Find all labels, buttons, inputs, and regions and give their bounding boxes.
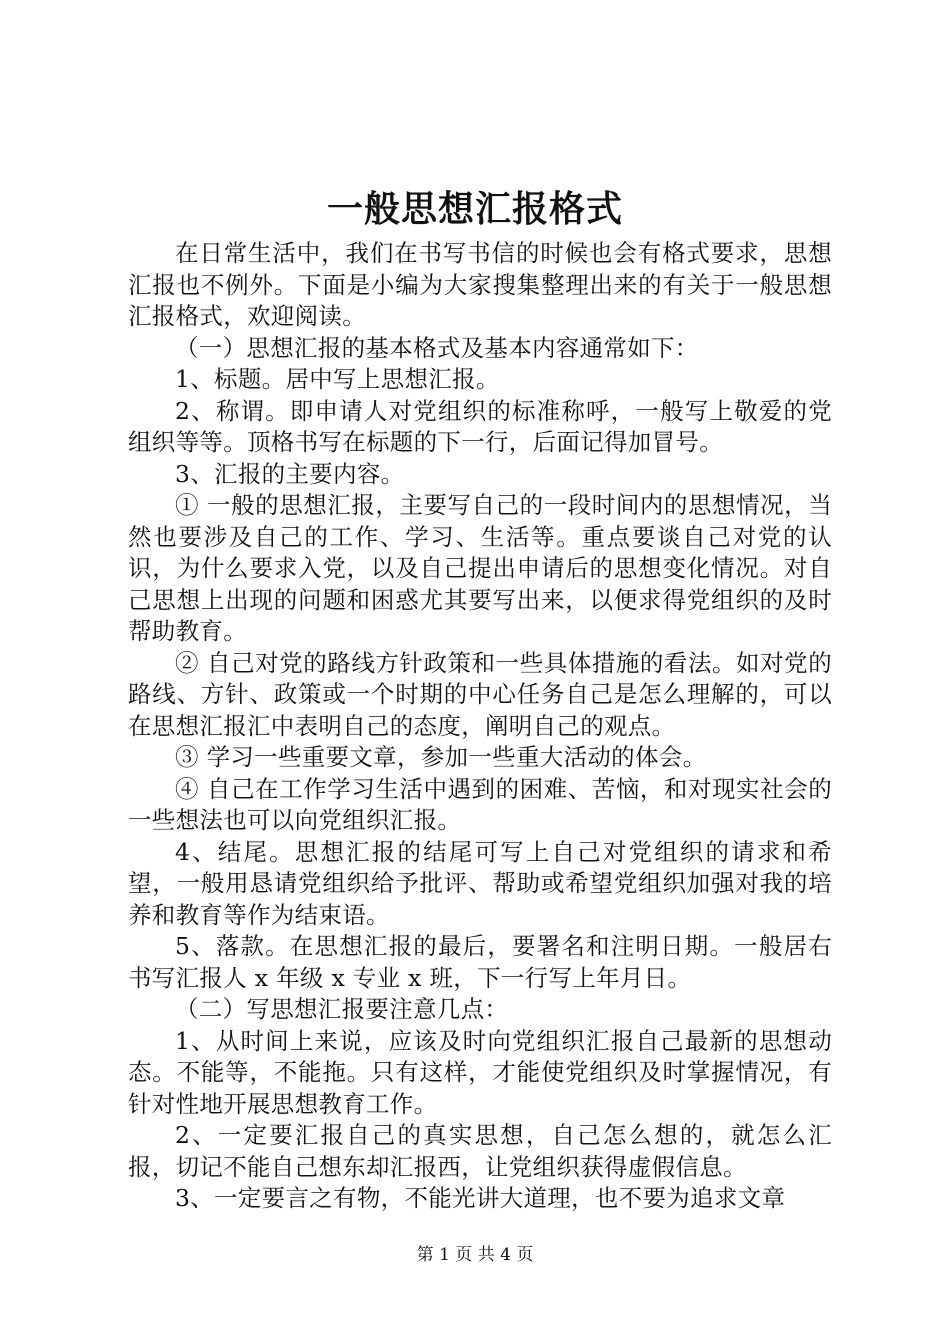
paragraph-item-3: ③ 学习一些重要文章，参加一些重大活动的体会。: [175, 743, 707, 771]
document-body: [128, 238, 832, 1215]
section-heading-basic-format: （一）思想汇报的基本格式及基本内容通常如下：: [175, 333, 699, 362]
paragraph-signature: 5、落款。在思想汇报的最后，要署名和注明日期。一般居右书写汇报人 x 年级 x 专业 x 班，下一行写上年月日。: [128, 932, 832, 992]
paragraph-item-2: ② 自己对党的路线方针政策和一些具体措施的看法。如对党的路线、方针、政策或一个时期的中心任务自己是怎么理解的，可以在思想汇报汇中表明自己的态度，阐明自己的观点。: [128, 648, 832, 740]
page-number-footer: 第 1 页 共 4 页: [416, 1245, 534, 1265]
paragraph-salutation: 2、称谓。即申请人对党组织的标准称呼，一般写上敬爱的党组织等等。顶格书写在标题的下一行，后面记得加冒号。: [128, 396, 832, 456]
paragraph-note-2: 2、一定要汇报自己的真实思想，自己怎么想的，就怎么汇报，切记不能自己想东却汇报西，让党组织获得虚假信息。: [128, 1121, 832, 1181]
paragraph-note-1: 1、从时间上来说，应该及时向党组织汇报自己最新的思想动态。不能等，不能拖。只有这样，才能使党组织及时掌握情况，有针对性地开展思想教育工作。: [128, 1026, 832, 1118]
paragraph-title: 1、标题。居中写上思想汇报。: [175, 365, 500, 393]
paragraph-intro: 在日常生活中，我们在书写书信的时候也会有格式要求，思想汇报也不例外。下面是小编为大家搜集整理出来的有关于一般思想汇报格式，欢迎阅读。: [128, 239, 832, 330]
paragraph-main-content: 3、汇报的主要内容。: [175, 459, 405, 488]
section-heading-notes: （二）写思想汇报要注意几点：: [175, 995, 509, 1023]
paragraph-ending: 4、结尾。思想汇报的结尾可写上自己对党组织的请求和希望，一般用恳请党组织给予批评、帮助或希望党组织加强对我的培养和教育等作为结束语。: [128, 837, 832, 929]
paragraph-note-3: 3、一定要言之有物，不能光讲大道理，也不要为追求文章: [175, 1184, 786, 1212]
paragraph-item-4: ④ 自己在工作学习生活中遇到的困难、苦恼，和对现实社会的一些想法也可以向党组织汇报。: [128, 774, 832, 834]
document-title: 一般思想汇报格式: [326, 188, 623, 230]
paragraph-item-1: ① 一般的思想汇报，主要写自己的一段时间内的思想情况，当然也要涉及自己的工作、学习、生活等。重点要谈自己对党的认识，为什么要求入党，以及自己提出申请后的思想变化情况。对自己思想上出现的问题和困惑尤其要写出来，以便求得党组织的及时帮助教育。: [128, 491, 832, 645]
